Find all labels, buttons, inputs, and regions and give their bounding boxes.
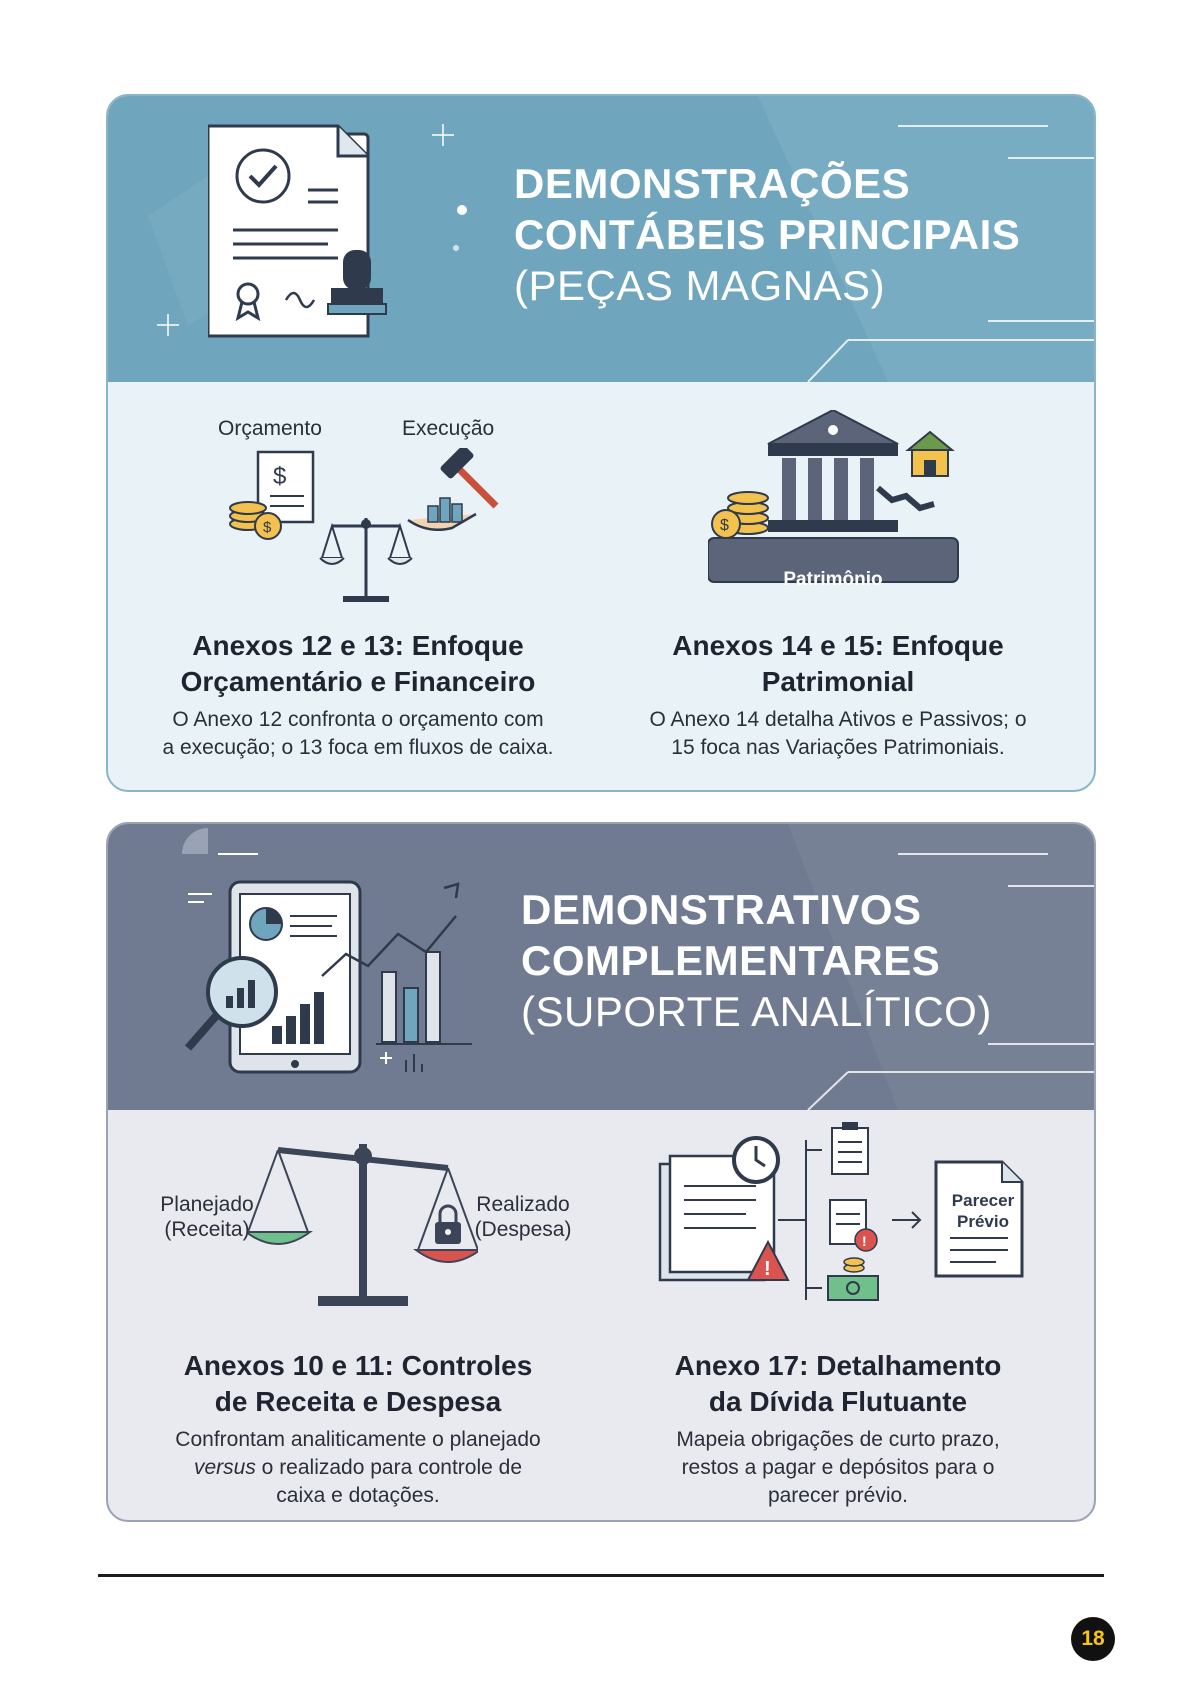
label-line: Planejado bbox=[160, 1193, 254, 1216]
card-title-line: Patrimonial bbox=[761, 666, 915, 697]
section-title-line: COMPLEMENTARES bbox=[521, 937, 941, 984]
section-title bbox=[514, 158, 1020, 311]
label-line: (Receita) bbox=[164, 1218, 250, 1241]
heritage-label: Patrimônio bbox=[783, 569, 883, 590]
label-line: Prévio bbox=[957, 1212, 1009, 1231]
footer-divider bbox=[98, 1574, 1104, 1577]
section-title-line: DEMONSTRAÇÕES bbox=[514, 160, 911, 207]
realized-expense-label bbox=[468, 1192, 578, 1242]
budget-execution-scale-icon bbox=[228, 448, 508, 608]
section-card-main-statements bbox=[106, 94, 1096, 792]
svg-text:$: $ bbox=[273, 463, 287, 490]
execution-label: Execução bbox=[402, 417, 495, 440]
section-banner bbox=[108, 96, 1094, 382]
label-line: Realizado bbox=[476, 1193, 570, 1216]
card-description-line: restos a pagar e depósitos para o bbox=[681, 1456, 995, 1479]
card-description-text: o realizado para controle de bbox=[255, 1456, 523, 1479]
label-line: Parecer bbox=[951, 1191, 1015, 1210]
card-description-line: a execução; o 13 foca em fluxos de caixa. bbox=[162, 736, 554, 759]
section-title-line: DEMONSTRATIVOS bbox=[521, 886, 922, 933]
card-title bbox=[603, 628, 1073, 700]
balance-scale-icon bbox=[248, 1124, 478, 1314]
section-banner bbox=[108, 824, 1094, 1110]
card-title-line: Anexos 10 e 11: Controles bbox=[183, 1350, 533, 1381]
card-title bbox=[123, 1348, 593, 1420]
analytics-tablet-icon bbox=[182, 868, 482, 1078]
page-number-badge: 18 bbox=[1071, 1617, 1115, 1661]
section-card-complementary-statements bbox=[106, 822, 1096, 1522]
card-title-line: de Receita e Despesa bbox=[214, 1386, 502, 1417]
card-title-line: da Dívida Flutuante bbox=[708, 1386, 968, 1417]
card-description-line: Confrontam analiticamente o planejado bbox=[175, 1428, 541, 1451]
card-description bbox=[603, 1426, 1073, 1510]
svg-text:$: $ bbox=[720, 517, 729, 534]
card-title-line: Anexo 17: Detalhamento bbox=[674, 1350, 1002, 1381]
card-description-line: O Anexo 12 confronta o orçamento com bbox=[172, 708, 544, 731]
card-description bbox=[603, 706, 1073, 762]
card-description-line: caixa e dotações. bbox=[276, 1484, 440, 1507]
emphasis-versus: versus bbox=[193, 1456, 256, 1479]
section-subtitle: (SUPORTE ANALÍTICO) bbox=[521, 988, 992, 1035]
card-description bbox=[123, 706, 593, 762]
card-description-line: Mapeia obrigações de curto prazo, bbox=[676, 1428, 1000, 1451]
section-title-line: CONTÁBEIS PRINCIPAIS bbox=[514, 211, 1021, 258]
section-title bbox=[521, 884, 992, 1037]
card-title bbox=[603, 1348, 1073, 1420]
card-description bbox=[123, 1426, 593, 1510]
card-title-line: Orçamentário e Financeiro bbox=[180, 666, 536, 697]
certificate-document-icon bbox=[208, 120, 408, 350]
card-description-line: O Anexo 14 detalha Ativos e Passivos; o bbox=[649, 708, 1027, 731]
svg-text:!: ! bbox=[764, 1258, 771, 1280]
card-description-line: 15 foca nas Variações Patrimoniais. bbox=[671, 736, 1005, 759]
card-description-line bbox=[123, 1454, 593, 1482]
section-subtitle: (PEÇAS MAGNAS) bbox=[514, 262, 886, 309]
card-description-line: parecer prévio. bbox=[767, 1484, 909, 1507]
planned-revenue-label bbox=[152, 1192, 262, 1242]
card-title-line: Anexos 14 e 15: Enfoque bbox=[672, 630, 1004, 661]
label-line: (Despesa) bbox=[474, 1218, 572, 1241]
prior-opinion-document-label bbox=[940, 1190, 1026, 1232]
card-title bbox=[123, 628, 593, 700]
svg-text:$: $ bbox=[263, 519, 272, 536]
card-title-line: Anexos 12 e 13: Enfoque bbox=[192, 630, 524, 661]
svg-text:!: ! bbox=[862, 1233, 867, 1249]
budget-label: Orçamento bbox=[218, 417, 322, 440]
